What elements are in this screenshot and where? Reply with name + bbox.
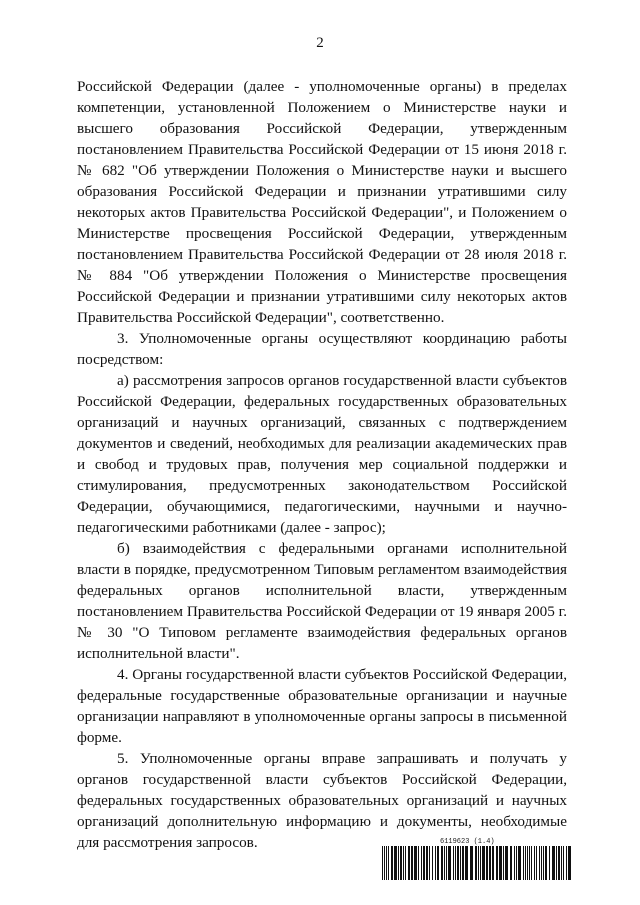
paragraph-3b: б) взаимодействия с федеральными органами исполнительной власти в порядке, предусмотренном Типовым регламентом взаимодействия федеральных органов исполнительной власти, утвержденным постановлением Правительства Российской Федерации от 19 января 2005 г. № 30 "О Типовом регламенте взаимодействия федеральных органов исполнительной власти".	[77, 540, 567, 662]
paragraph-4: 4. Органы государственной власти субъектов Российской Федерации, федеральные государственные образовательные организации и научные организации направляют в уполномоченные органы запросы в письменной форме.	[77, 666, 567, 746]
document-code: 6119623 (1.4)	[440, 838, 495, 846]
paragraph-5: 5. Уполномоченные органы вправе запрашивать и получать у органов государственной власти субъектов Российской Федерации, федеральных государственных образовательных организаций и научных организаций дополнительную информацию и документы, необходимые для рассмотрения запросов.	[77, 750, 567, 851]
barcode-image	[382, 846, 572, 880]
page-number: 2	[316, 35, 324, 51]
paragraph-3: 3. Уполномоченные органы осуществляют координацию работы посредством:	[77, 330, 567, 368]
paragraph-3a: а) рассмотрения запросов органов государственной власти субъектов Российской Федерации, федеральных государственных образовательных организаций и научных организаций, связанных с подтверждением документов и сведений, необходимых для реализации академических прав и свобод и трудовых прав, получения мер социальной поддержки и стимулирования, предусмотренных законодательством Российской Федерации, обучающимися, педагогическими, научными и научно-педагогическими работниками (далее - запрос);	[77, 372, 567, 536]
paragraph-continuation: Российской Федерации (далее - уполномоченные органы) в пределах компетенции, установленной Положением о Министерстве науки и высшего образования Российской Федерации, утвержденным постановлением Правительства Российской Федерации от 15 июня 2018 г. № 682 "Об утверждении Положения о Министерстве науки и высшего образования Российской Федерации и признании утратившими силу некоторых актов Правительства Российской Федерации", и Положением о Министерстве просвещения Российской Федерации, утвержденным постановлением Правительства Российской Федерации от 28 июля 2018 г. № 884 "Об утверждении Положения о Министерстве просвещения Российской Федерации и признании утратившими силу некоторых актов Правительства Российской Федерации", соответственно.	[77, 78, 567, 326]
body-text	[77, 76, 567, 853]
